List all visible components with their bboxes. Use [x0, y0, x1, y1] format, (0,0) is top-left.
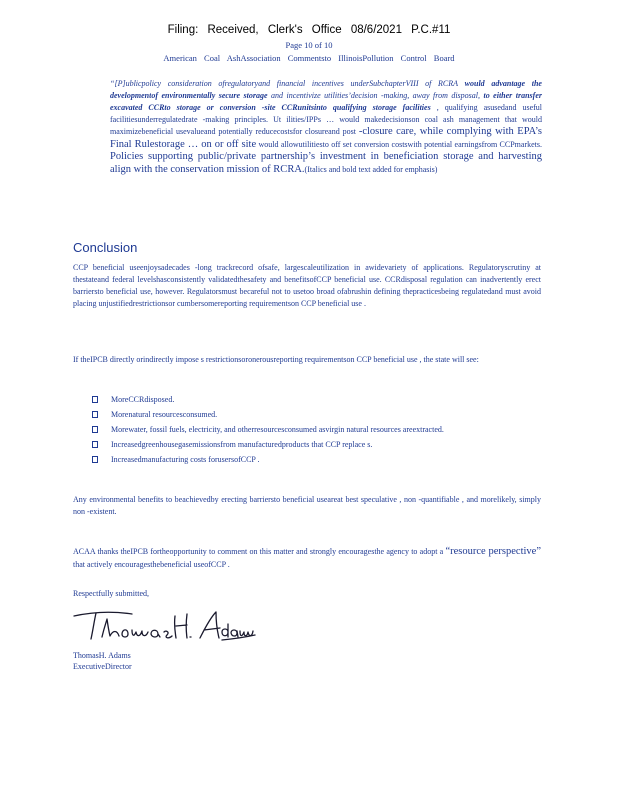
- page-number: Page 10 of 10: [285, 40, 333, 50]
- conclusion-paragraph-4: ACAA thanks theIPCB fortheopportunity to comment on this matter and strongly encouragesthe agency to adopt a “resource perspective” that actively encouragesthebeneficial useofCCP .: [73, 546, 541, 569]
- consequence-list: [92, 394, 542, 469]
- signer-name: ThomasH. Adams: [73, 651, 131, 660]
- quote-segment: , qualifying asusedand useful facilitiesunderregulatedrate -making principles. Ut ilities/IPPs … would makedecisionson coal ash management that would maximizebeneficial usevalueand potentially reducecostsfor closureand post: [110, 103, 542, 136]
- quote-emphasis: would advantage the developmentof environmentally secure storage: [110, 79, 542, 100]
- signature-image: [72, 606, 257, 646]
- list-item: Increasedgreenhousegasemissionsfrom manufacturedproducts that CCP replace s.: [92, 439, 542, 451]
- quoted-passage: [110, 78, 542, 176]
- quote-segment: “[P]ublicpolicy consideration ofregulatoryand financial incentives underSubchapterVIII of RCRA: [110, 79, 459, 88]
- document-subject: American Coal AshAssociation Commentsto IllinoisPollution Control Board: [163, 53, 455, 63]
- square-bullet-icon: [92, 441, 98, 448]
- quote-segment: and incentivize utilities’decision -making, away from disposal,: [267, 91, 484, 100]
- quote-segment: would allowutilitiesto off set conversion costswith potential earningsfrom CCPmarkets.: [256, 139, 542, 149]
- list-item: MoreCCRdisposed.: [92, 394, 542, 406]
- conclusion-paragraph-3: Any environmental benefits to beachievedby erecting barriersto beneficial useareat best speculative , non -quantifiable , and morelikely, simply non -existent.: [73, 495, 541, 516]
- signer-title: ExecutiveDirector: [73, 662, 132, 671]
- conclusion-paragraph-2: If theIPCB directly orindirectly impose s restrictionsoronerousreporting requirementson CCP beneficial use , the state will see:: [73, 355, 479, 364]
- filing-stamp: Filing: Received, Clerk's Office 08/6/2021 P.C.#11: [167, 24, 451, 36]
- square-bullet-icon: [92, 396, 98, 403]
- quote-segment-large: Policies supporting public/private partnership’s investment in beneficiation storage and harvesting align with the conservation mission of RCRA.: [110, 151, 542, 175]
- list-item: Increasedmanufacturing costs forusersofCCP .: [92, 454, 542, 466]
- section-heading: Conclusion: [73, 240, 138, 255]
- resource-perspective-phrase: “resource perspective”: [445, 546, 541, 557]
- conclusion-paragraph-1: CCP beneficial useenjoysadecades -long trackrecord ofsafe, largescaleutilization in awidevariety of applications. Regulatoryscrutiny at thestateand federal levelshasconsistently validatedthesafety and benefitsofCCP beneficial use. CCRdisposal regulation can inadvertently erect barriersto beneficial use, however. Regulatorsmust becareful not to usetoo broad ofabrushin defining thepracticesbeing regulatedand must avoid placing unjustifiedrestrictionsor cumbersomereporting requirementson CCP beneficial use .: [73, 263, 541, 308]
- closing-salutation: Respectfully submitted,: [73, 589, 149, 598]
- quote-emphasis: to either transfer excavated CCRto storage or conversion -site CCRunitsinto qualifying storage facilities: [110, 91, 542, 112]
- square-bullet-icon: [92, 411, 98, 418]
- quote-segment-large: -closure care, while complying with EPA’s Final Rulestorage … on or off site: [110, 126, 542, 150]
- square-bullet-icon: [92, 426, 98, 433]
- emphasis-note: (Italics and bold text added for emphasis): [304, 164, 438, 174]
- list-item: Morewater, fossil fuels, electricity, and otherresourcesconsumed asvirgin natural resources areextracted.: [92, 424, 542, 436]
- square-bullet-icon: [92, 456, 98, 463]
- list-item: Morenatural resourcesconsumed.: [92, 409, 542, 421]
